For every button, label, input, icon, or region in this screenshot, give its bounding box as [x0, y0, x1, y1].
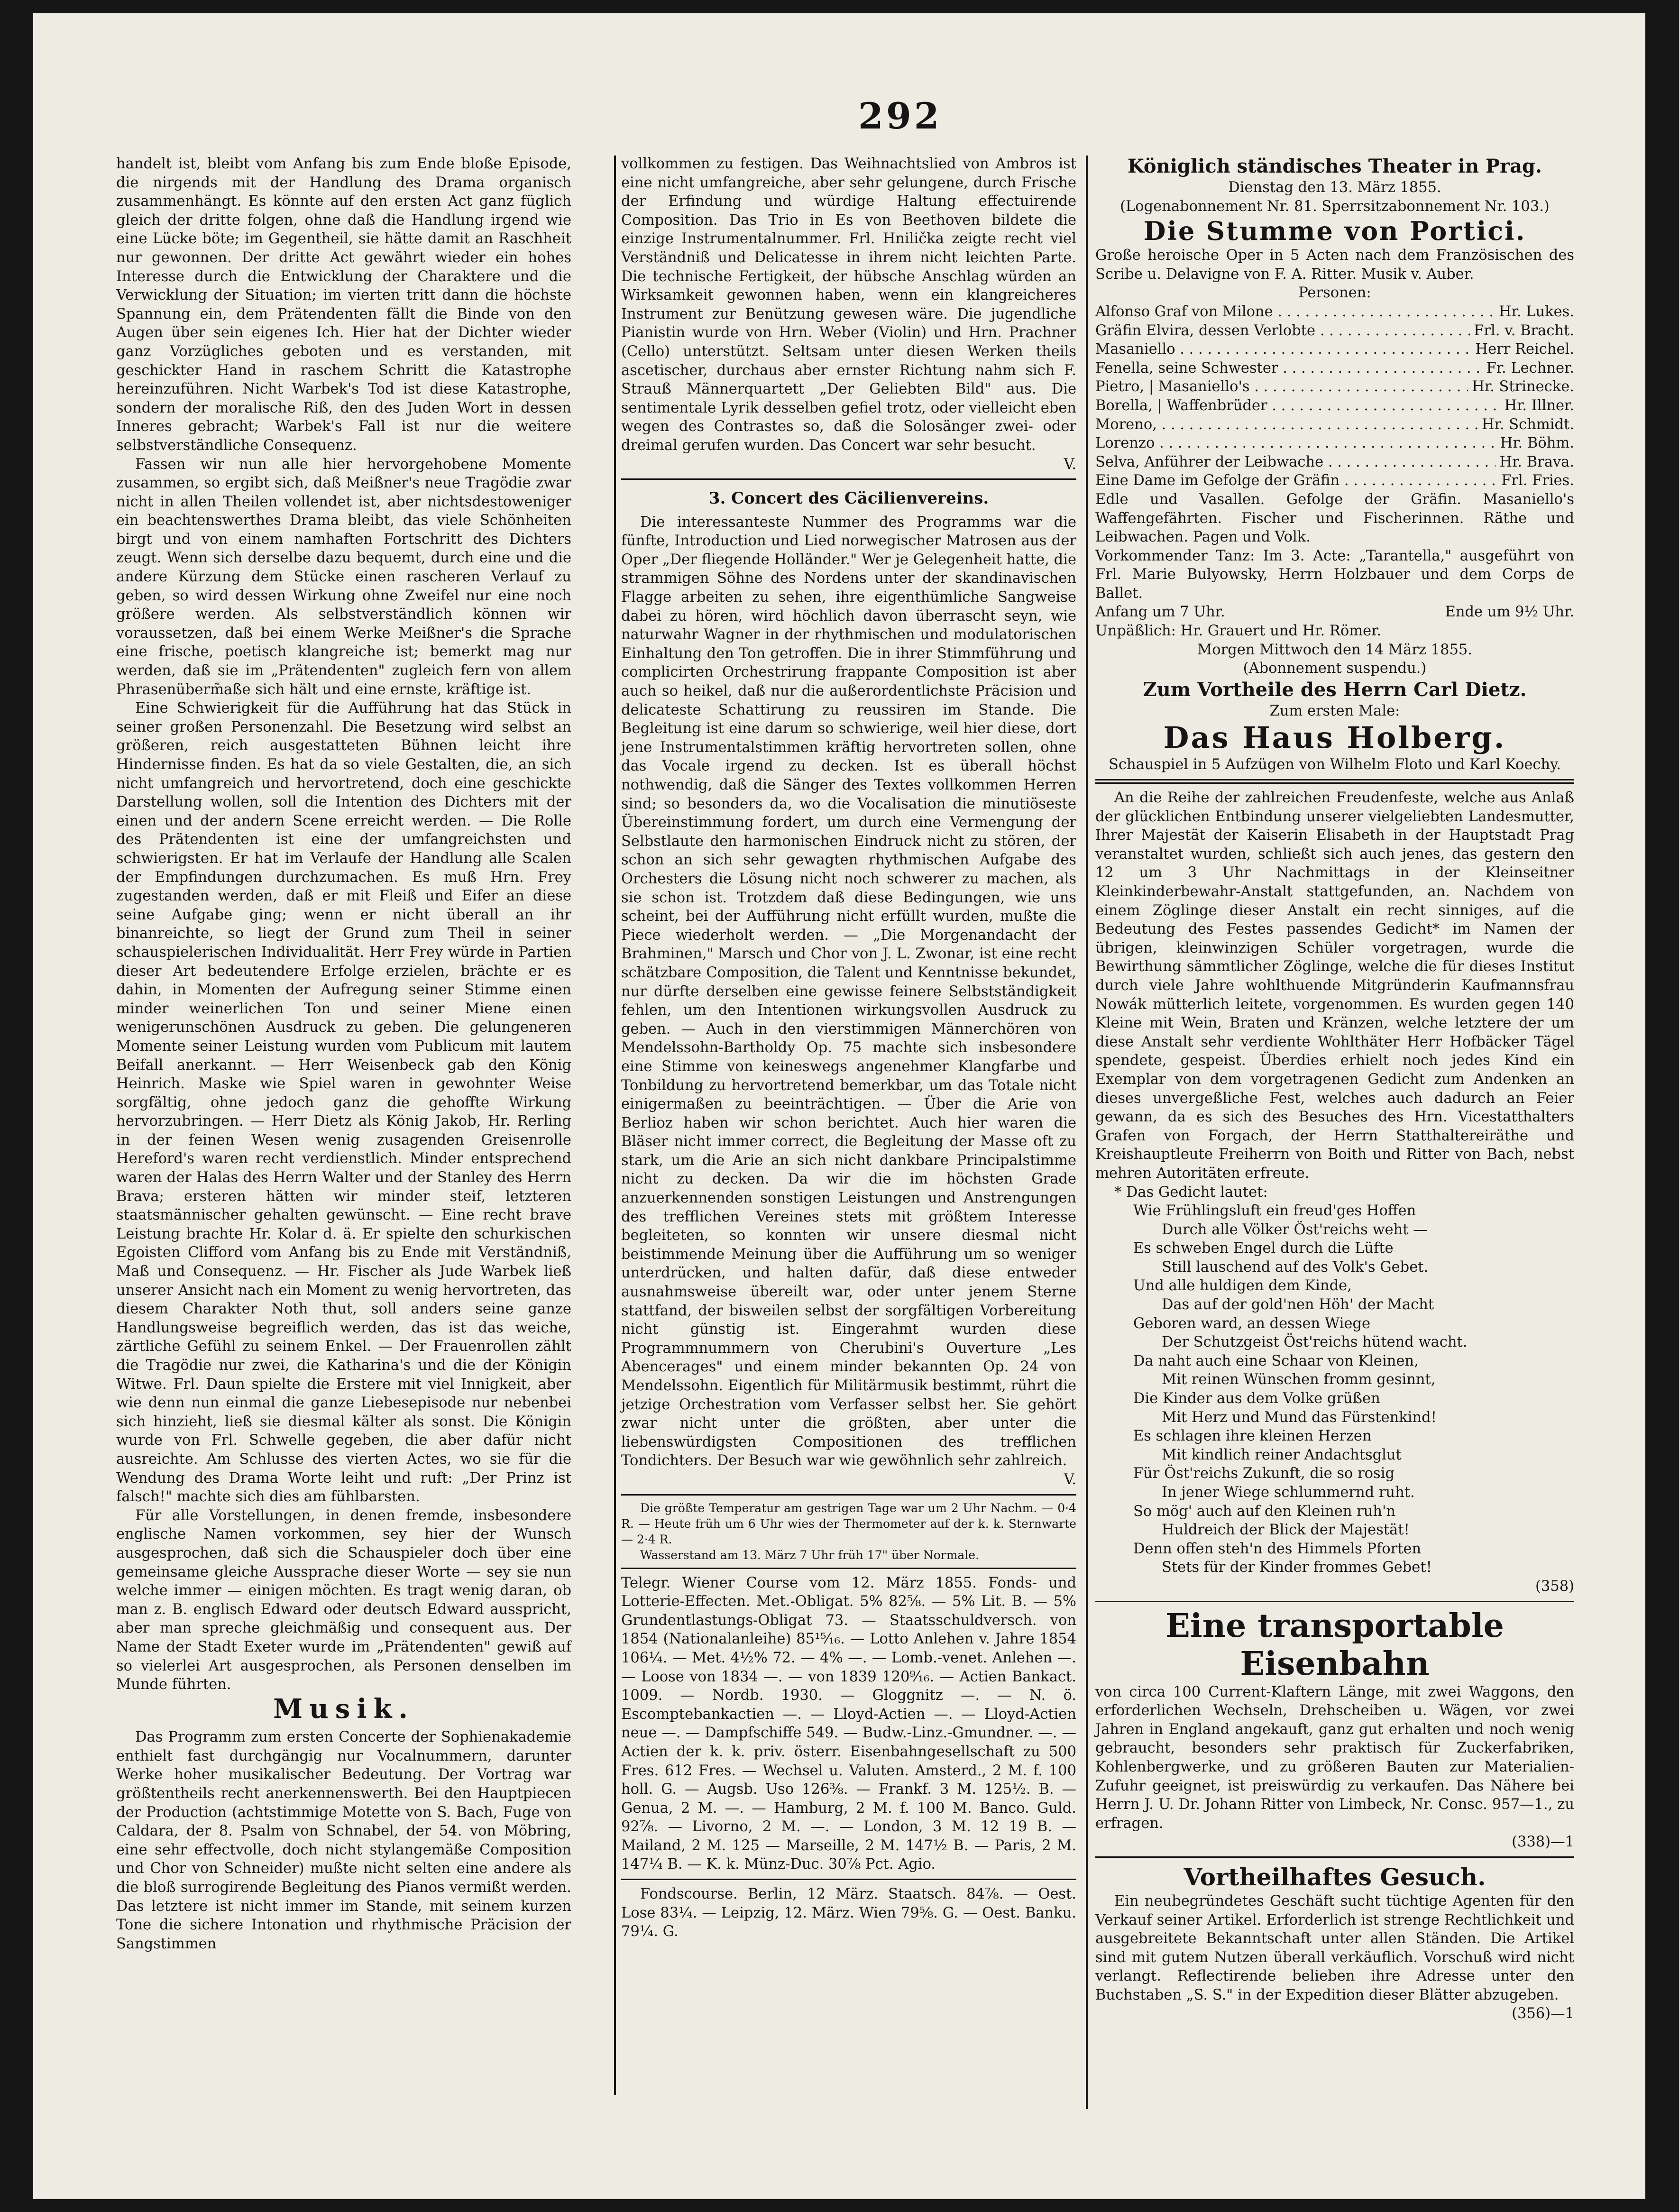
poem-line: Geboren ward, an dessen Wiege: [1133, 1315, 1371, 1332]
role-actor: Herr Reichel.: [1475, 341, 1574, 358]
persons-heading: Personen:: [1298, 285, 1371, 302]
ensemble-note: Edle und Vasallen. Gefolge der Gräfin. Masaniello's Waffengefährten. Fischer und Fischerinnen. Räthe und Leibwachen. Pagen und Volk.: [1095, 491, 1574, 546]
poem-line: So mög' auch auf den Kleinen ruh'n: [1133, 1503, 1396, 1520]
article-paragraph: Für alle Vorstellungen, in denen fremde, insbesondere englische Namen vorkommen, sey hier der Wunsch ausgesprochen, daß sich die Schauspieler doch über eine gemeinsame gleiche Aussprache dieser Worte — sey sie nun welche immer — einigen möchten. Es tragt wenig daran, ob man z. B. englisch Edward oder deutsch Edward ausspricht, aber man spreche gleichmäßig und consequent aus. Der Name der Stadt Exeter wurde im „Prätendenten" gewiß auf so vielerlei Art ausgesprochen, als Personen denselben im Munde führten.: [116, 1507, 571, 1693]
article-paragraph: vollkommen zu festigen. Das Weihnachtslied von Ambros ist eine nicht umfangreiche, aber sehr gelungene, durch Frische der Erfindung und würdige Haltung effectuirende Composition. Das Trio in Es von Beethoven bildete die einzige Instrumentalnummer. Frl. Hnilička zeigte recht viel Verständniß und Delicatesse in ihrem nicht leichten Parte. Die technische Fertigkeit, der hübsche Anschlag würden an Wirksamkeit gewonnen haben, wenn ein klangreicheres Instrument zur Benützung gewesen wäre. Die jugendliche Pianistin wurde von Hrn. Weber (Violin) und Hrn. Prachner (Cello) unterstützt. Seltsam unter diesen Werken theils ascetischer, durchaus aber ernster Richtung nahm sich F. Strauß Männerquartett „Der Geliebten Bild" aus. Die sentimentale Lyrik desselben gefiel trotz, oder vielleicht eben wegen des Contrastes so, daß die Solosänger zwei- oder dreimal gerufen wurden. Das Concert war sehr besucht.: [621, 156, 1076, 454]
newspaper-page: [33, 13, 1645, 2199]
role-actor: Hr. Brava.: [1499, 453, 1574, 470]
performance-date: Dienstag den 13. März 1855.: [1228, 179, 1441, 196]
poem: [1095, 1202, 1574, 1577]
cast-row: [1095, 471, 1574, 490]
role-name: Masaniello . . .: [1095, 340, 1472, 359]
start-time: Anfang um 7 Uhr.: [1095, 604, 1225, 621]
divider: [1095, 779, 1574, 784]
role-actor: Hr. Schmidt.: [1482, 416, 1574, 433]
suspended-note: (Abonnement suspendu.): [1243, 660, 1427, 677]
agent-ad-text: Ein neubegründetes Geschäft sucht tüchtige Agenten für den Verkauf seiner Artikel. Erforderlich ist strenge Rechtlichkeit und ausgebreitete Bekanntschaft unter allen Ständen. Die Artikel sind mit gutem Nutzen überall verkäuflich. Vorschuß wird nicht verlangt. Reflectirende belieben ihre Adresse unter den Buchstaben „S. S." in der Expedition dieser Blätter abzugeben.: [1095, 1892, 1574, 2003]
poem-line: Es schweben Engel durch die Lüfte: [1133, 1240, 1394, 1257]
cast-row: [1095, 340, 1574, 359]
poem-line: Für Öst'reichs Zukunft, die so rosig: [1133, 1465, 1395, 1482]
poem-line: Denn offen steh'n des Himmels Pforten: [1133, 1540, 1422, 1557]
first-time-note: Zum ersten Male:: [1269, 702, 1400, 719]
notice-number: (358): [1535, 1578, 1574, 1595]
poem-line: Es schlagen ihre kleinen Herzen: [1133, 1428, 1372, 1445]
role-actor: Fr. Lechner.: [1486, 359, 1574, 376]
agent-ad-number: (356)—1: [1512, 2005, 1574, 2022]
column-1: [116, 155, 571, 1953]
poem-intro: * Das Gedicht lautet:: [1114, 1184, 1268, 1201]
weather-report: Die größte Temperatur am gestrigen Tage war um 2 Uhr Nachm. — 0·4 R. — Heute früh um 6 Uhr wies der Thermometer auf der k. k. Sternwarte — 2·4 R.: [621, 1501, 1076, 1546]
unwell-note: Unpäßlich: Hr. Grauert und Hr. Römer.: [1095, 623, 1382, 640]
theater-title: Königlich ständisches Theater in Prag.: [1128, 155, 1542, 177]
poem-line: Mit Herz und Mund das Fürstenkind!: [1162, 1409, 1437, 1426]
poem-line: Da naht auch eine Schaar von Kleinen,: [1133, 1352, 1419, 1369]
cast-row: [1095, 303, 1574, 321]
water-level: Wasserstand am 13. März 7 Uhr früh 17" über Normale.: [640, 1548, 980, 1562]
role-name: Alfonso Graf von Milone . . .: [1095, 303, 1495, 321]
railway-ad-text: von circa 100 Current-Klaftern Länge, mit zwei Waggons, den erforderlichen Wechseln, Drehscheiben u. Wägen, vor zwei Jahren in England angekauft, ganz gut erhalten und noch wenig gebraucht, besonders sehr praktisch für Zuckerfabriken, Kohlenbergwerke, und zu größeren Bauten zur Materialien-Zufuhr geeignet, ist preiswürdig zu verkaufen. Das Nähere bei Herrn J. U. Dr. Johann Ritter von Limbeck, Nr. Consc. 957—1., zu erfragen.: [1095, 1683, 1574, 1832]
opera-title: Die Stumme von Portici.: [1143, 216, 1526, 247]
column-3: [1095, 155, 1574, 2023]
article-paragraph: handelt ist, bleibt vom Anfang bis zum Ende bloße Episode, die nirgends mit der Handlung des Drama organisch zusammenhängt. Es könnte auf den ersten Act ganz füglich gleich der dritte folgen, ohne daß die Handlung irgend wie eine Lücke böte; im Gegentheil, sie hätte damit an Raschheit nur gewonnen. Der dritte Act gewährt wieder ein hohes Interesse durch die Entwicklung der Charaktere und die Verwicklung der Situation; im vierten tritt dann die höchste Spannung ein, dem Prätendenten fällt die Binde von den Augen über sein eigenes Ich. Hier hat der Dichter wieder ganz Vorzügliches geboten und es verstanden, mit geschickter Hand in raschem Schritt die Katastrophe hereinzuführen. Nicht Warbek's Tod ist diese Katastrophe, sondern der moralische Riß, den des Juden Wort in dessen Inneres gebracht; Warbek's Fall ist nur die weitere selbstverständliche Consequenz.: [116, 156, 571, 454]
agent-ad-title: Vortheilhaftes Gesuch.: [1184, 1863, 1486, 1891]
divider: [621, 1568, 1076, 1569]
festival-notice: An die Reihe der zahlreichen Freudenfeste, welche aus Anlaß der glücklichen Entbindung unserer vielgeliebten Landesmutter, Ihrer Majestät der Kaiserin Elisabeth in der Hauptstadt Prag veranstaltet wurden, schließt sich auch jenes, das gestern den 12 um 3 Uhr Nachmittags in der Kleinseitner Kleinkinderbewahr-Anstalt stattgefunden, an. Nachdem von einem Zöglinge dieser Anstalt ein recht sinniges, auf die Bedeutung des Festes passendes Gedicht* im Namen der übrigen, kleinwinzigen Schüler vorgetragen, wurde die Bewirthung sämmtlicher Zöglinge, welche die für dieses Institut durch viele Jahre wohlthuende Mitgründerin Kaufmannsfrau Nowák mütterlich leitete, vorgenommen. Es wurden gegen 140 Kleine mit Wein, Braten und Kränzen, welche letztere der um diese Anstalt sehr verdiente Wohlthäter Herr Hofbäcker Tägel spendete, gespeist. Überdies erhielt noch jedes Kind ein Exemplar von dem vorgetragenen Gedicht zum Andenken an dieses unvergeßliche Fest, welches auch dadurch an Feier gewann, da es sich des Besuches des Hrn. Vicestatthalters Grafen von Forgach, der Herrn Statthaltereiräthe und Kreishauptleute Freiherrn von Boith und Ritter von Bach, nebst mehren Autoritäten erfreute.: [1095, 789, 1574, 1182]
role-name: Fenella, seine Schwester . . .: [1095, 359, 1483, 378]
cast-list: [1095, 303, 1574, 490]
poem-line: Mit kindlich reiner Andachtsglut: [1162, 1446, 1402, 1463]
cast-row: [1095, 434, 1574, 453]
role-actor: Hr. Illner.: [1504, 397, 1574, 414]
railway-ad-number: (338)—1: [1512, 1834, 1574, 1851]
cast-row: [1095, 321, 1574, 340]
poem-line: Durch alle Völker Öst'reichs weht —: [1162, 1221, 1428, 1238]
music-heading: Musik.: [273, 1693, 414, 1725]
dance-note: Vorkommender Tanz: Im 3. Acte: „Tarantella," ausgeführt von Frl. Marie Bulyowsky, Herrn Holzbauer und dem Corps de Ballet.: [1095, 547, 1574, 602]
column-rule-right: [1086, 156, 1088, 2109]
poem-line: Mit reinen Wünschen fromm gesinnt,: [1162, 1371, 1436, 1388]
poem-line: Und alle huldigen dem Kinde,: [1133, 1277, 1352, 1294]
divider: [621, 1879, 1076, 1880]
benefit-heading: Zum Vortheile des Herrn Carl Dietz.: [1143, 678, 1527, 701]
article-paragraph: Fassen wir nun alle hier hervorgehobene Momente zusammen, so ergibt sich, daß Meißner's neue Tragödie zwar nicht in allen Theilen vollendet ist, aber nichtsdestoweniger ein beachtenswerthes Drama bleibt, das viele Schönheiten birgt und von einem namhaften Fortschritt des Dichters zeugt. Wenn sich derselbe dazu bequemt, durch eine und die andere Kürzung dem Stücke einen rascheren Verlauf zu geben, so wird dessen Wirkung ohne Zweifel nur eine noch größere werden. Als selbstverständlich können wir voraussetzen, daß bei einem Werke Meißner's die Sprache eine frische, poetisch klangreiche ist; bemerkt mag nur werden, daß sie im „Prätendenten" zugleich fern von allem Phrasenüberm̃aße sich hält und eine ernste, kräftige ist.: [116, 456, 571, 698]
times-row: [1095, 603, 1574, 622]
cast-row: [1095, 415, 1574, 434]
column-rule-left: [614, 156, 616, 2095]
concert-heading: 3. Concert des Cäcilienvereins.: [708, 489, 989, 508]
divider: [1095, 1856, 1574, 1858]
poem-line: Wie Frühlingsluft ein freud'ges Hoffen: [1133, 1202, 1416, 1220]
role-name: Gräfin Elvira, dessen Verlobte . . .: [1095, 321, 1470, 340]
bourse-report: Telegr. Wiener Course vom 12. März 1855. Fonds- und Lotterie-Effecten. Met.-Obligat. 5% 82⅝. — 5% Lit. B. — 5% Grundentlastungs-Obligat 73. — Staatsschuldversch. von 1854 (Nationalanleihe) 85¹⁵⁄₁₆. — Lotto Anlehen v. Jahre 1854 106¼. — Met. 4½% 72. — 4% —. — Lomb.-venet. Anlehen —. — Loose von 1834 —. — von 1839 120⁹⁄₁₆. — Actien Bankact. 1009. — Nordb. 1930. — Gloggnitz —. — N. ö. Escomptebankactien —. — Lloyd-Actien —. — Lloyd-Actien neue —. — Dampfschiffe 549. — Budw.-Linz.-Gmundner. —. — Actien der k. k. priv. österr. Eisenbahngesellschaft zu 500 Fres. 612 Fres. — Wechsel u. Valuten. Amsterd., 2 M. f. 100 holl. G. — Augsb. Uso 126⅜. — Frankf. 3 M. 125½. B. — Genua, 2 M. —. — Hamburg, 2 M. f. 100 M. Banco. Guld. 92⅞. — Livorno, 2 M. —. — London, 3 M. 12 19 B. — Mailand, 2 M. 125 — Marseille, 2 M. 147½ B. — Paris, 2 M. 147¼ B. — K. k. Münz-Duc. 30⅞ Pct. Agio.: [621, 1574, 1076, 1873]
cast-row: [1095, 396, 1574, 415]
role-actor: Frl. Fries.: [1501, 472, 1574, 489]
opera-description: Große heroische Oper in 5 Acten nach dem Französischen des Scribe u. Delavigne von F. A. Ritter. Musik v. Auber.: [1095, 247, 1574, 283]
author-signature: V.: [1064, 1471, 1076, 1488]
cast-row: [1095, 359, 1574, 378]
end-time: Ende um 9½ Uhr.: [1445, 604, 1574, 621]
fonds-report: Fondscourse. Berlin, 12 März. Staatsch. 84⅞. — Oest. Lose 83¼. — Leipzig, 12. März. Wien 79⅝. G. — Oest. Banku. 79¼. G.: [621, 1886, 1076, 1940]
role-actor: Frl. v. Bracht.: [1474, 322, 1574, 339]
role-name: Selva, Anführer der Leibwache . . .: [1095, 453, 1496, 472]
role-name: Pietro, | Masaniello's . . .: [1095, 377, 1468, 396]
role-name: Lorenzo . . .: [1095, 434, 1496, 453]
article-paragraph: Das Programm zum ersten Concerte der Sophienakademie enthielt fast durchgängig nur Vocalnummern, darunter Werke hoher musikalischer Bedeutung. Der Vortrag war größtentheils recht anerkennenswerth. Bei den Hauptpiecen der Production (achtstimmige Motette von S. Bach, Fuge von Caldara, der 8. Psalm von Schnabel, der 54. von Möbring, eine sehr effectvolle, doch nicht stylangemäße Composition und Chor von Schneider) mußte nicht selten eine andere als die bloß surrogirende Begleitung des Pianos vermißt werden. Das letztere ist nicht immer im Stande, mit seinem kurzen Tone die sichere Intonation und rhythmische Präcision der Sangstimmen: [116, 1729, 571, 1952]
role-name: Borella, | Waffenbrüder . . .: [1095, 396, 1501, 415]
poem-line: Das auf der gold'nen Höh' der Macht: [1162, 1296, 1434, 1313]
cast-row: [1095, 377, 1574, 396]
poem-line: In jener Wiege schlummernd ruht.: [1162, 1484, 1415, 1501]
role-name: Moreno, . . .: [1095, 415, 1478, 434]
divider: [1095, 1601, 1574, 1602]
poem-line: Stets für der Kinder frommes Gebet!: [1162, 1559, 1432, 1576]
play-title: Das Haus Holberg.: [1163, 720, 1506, 755]
divider: [621, 1494, 1076, 1496]
role-actor: Hr. Strinecke.: [1472, 378, 1574, 395]
poem-line: Der Schutzgeist Öst'reichs hütend wacht.: [1162, 1334, 1468, 1351]
column-2: [621, 155, 1076, 1941]
divider: [621, 478, 1076, 480]
next-date: Morgen Mittwoch den 14 März 1855.: [1197, 641, 1472, 658]
cast-row: [1095, 453, 1574, 472]
role-actor: Hr. Böhm.: [1500, 435, 1574, 452]
page-number: 292: [858, 95, 942, 137]
poem-line: Huldreich der Blick der Majestät!: [1162, 1522, 1410, 1539]
railway-ad-title: Eine transportable Eisenbahn: [1165, 1606, 1504, 1683]
abonnement-note: (Logenabonnement Nr. 81. Sperrsitzabonnement Nr. 103.): [1120, 198, 1550, 215]
role-name: Eine Dame im Gefolge der Gräfin . . .: [1095, 471, 1497, 490]
role-actor: Hr. Lukes.: [1499, 303, 1574, 320]
play-description: Schauspiel in 5 Aufzügen von Wilhelm Floto und Karl Koechy.: [1108, 756, 1561, 773]
article-paragraph: Eine Schwierigkeit für die Aufführung hat das Stück in seiner großen Personenzahl. Die Besetzung wird selbst an größeren, reich ausgestatteten Bühnen leicht ihre Hindernisse finden. Es hat da so viele Gestalten, die, an sich nicht umfangreich und hervortretend, doch eine geschickte Darstellung wollen, soll die Intention des Dichters mit der einen und der andern Scene erreicht werden. — Die Rolle des Prätendenten ist eine der umfangreichsten und schwierigsten. Er hat im Verlaufe der Handlung alle Scalen der Empfindungen durchzumachen. Es muß Hrn. Frey zugestanden werden, daß er mit Fleiß und Eifer an diese seine Aufgabe ging; wenn er nicht überall an ihr binanreichte, so liegt der Grund zum Theil in seiner schauspielerischen Individualität. Herr Frey würde in Partien dieser Art bedeutendere Erfolge erzielen, brächte er es dahin, in Momenten der Aufregung seiner Stimme einen minder weinerlichen Ton und seiner Miene einen wenigerunschönen Ausdruck zu geben. Die gelungeneren Momente seiner Leistung wurden vom Publicum mit lautem Beifall anerkannt. — Herr Weisenbeck gab den König Heinrich. Maske wie Spiel waren in gewohnter Weise sorgfältig, ohne jedoch ganz die gehoffte Wirkung hervorzubringen. — Herr Dietz als König Jakob, Hr. Rerling in der feinen Wesen wenig zusagenden Greisenrolle Hereford's waren recht verdienstlich. Minder entsprechend waren der Halas des Herrn Walter und der Stanley des Herrn Brava; ersteren hätten wir minder steif, letzteren staatsmännischer gehalten gewünscht. — Eine recht brave Leistung brachte Hr. Kolar d. ä. Er spielte den schurkischen Egoisten Clifford vom Anfang bis zu Ende mit Verständniß, Maß und Consequenz. — Hr. Fischer als Jude Warbek ließ unserer Ansicht nach ein Moment zu wenig hervortreten, das diesem Charakter Noth thut, soll anders seine ganze Handlungsweise begreiflich werden, das ist das weiche, zärtliche Gefühl zu seinem Enkel. — Der Frauenrollen zählt die Tragödie nur zwei, die Katharina's und die der Königin Witwe. Frl. Daun spielte die Erstere mit viel Innigkeit, aber wie denn nun einmal die ganze Liebesepisode nur nebenbei sich hinzieht, ließ sie diesmal kälter als sonst. Die Königin wurde von Frl. Schwelle gegeben, die aber dafür nicht ausreichte. Am Schlusse des vierten Actes, wo sie für die Wendung des Drama Worte leiht und ruft: „Der Prinz ist falsch!" machte sich dies am fühlbarsten.: [116, 700, 571, 1505]
poem-line: Still lauschend auf des Volk's Gebet.: [1162, 1258, 1429, 1276]
article-paragraph: Die interessanteste Nummer des Programms war die fünfte, Introduction und Lied norwegischer Matrosen aus der Oper „Der fliegende Holländer." Wer je Gelegenheit hatte, die strammigen Söhne des Nordens unter der skandinavischen Flagge arbeiten zu sehen, ihre eigenthümliche Sangweise dabei zu hören, wird höchlich davon überrascht seyn, wie naturwahr Wagner in der rhythmischen und modulatorischen Einhaltung den Ton getroffen. Die in ihrer Stimmführung und complicirten Orchestrirung frappante Composition ist aber auch so heikel, daß nur die außerordentlichste Präcision und delicateste Schattirung zu reussiren im Stande. Die Begleitung ist eine darum so schwierige, weil hier diese, dort jene Instrumentalstimmen kräftig hervortreten sollen, ohne das Vocale irgend zu decken. Ist es überall höchst nothwendig, daß die Sänger des Textes vollkommen Herren sind; so besonders da, wo die Vocalisation die minutiöseste Übereinstimmung fordert, um durch eine Vermengung der Selbstlaute den harmonischen Eindruck nicht zu stören, der schon an sich sehr gewagten rhythmischen Aufgabe des Orchesters die Lösung nicht noch schwerer zu machen, als sie schon ist. Trotzdem daß diese Bedingungen, wie uns scheint, bei der Aufführung nicht erfüllt wurden, mußte die Piece wiederholt werden. — „Die Morgenandacht der Brahminen," Marsch und Chor von J. L. Zwonar, ist eine recht schätzbare Composition, die Talent und Kenntnisse bekundet, nur dürfte derselben eine gewisse feinere Selbstständigkeit fehlen, um den Intentionen wirkungsvollen Ausdruck zu geben. — Auch in den vierstimmigen Männerchören von Mendelssohn-Bartholdy Op. 75 machte sich insbesondere eine Stimme von keineswegs angenehmer Klangfarbe und Tonbildung zu hervortretend bemerkbar, um das Totale nicht einigermaßen zu beeinträchtigen. — Über die Arie von Berlioz haben wir schon berichtet. Auch hier waren die Bläser nicht immer correct, die Begleitung der Masse oft zu stark, um die Arie an sich nicht dankbare Principalstimme nicht zu decken. Da wir die im höchsten Grade anzuerkennenden sonstigen Leistungen und Anstrengungen des trefflichen Vereines stets mit größtem Interesse begleiteten, so konnten wir unsere diesmal nicht beistimmende Meinung über die Aufführung um so weniger unterdrücken, und halten dafür, daß diese entweder ausnahmsweise übereilt war, oder unter jenem Sterne stattfand, der bisweilen selbst der sorgfältigen Vorbereitung nicht günstig ist. Eingerahmt wurden diese Programmnummern von Cherubini's Ouverture „Les Abencerages" und einem minder bekannten Op. 24 von Mendelssohn. Eigentlich für Militärmusik bestimmt, rührt die jetzige Orchestration vom Verfasser selbst her. Sie gehört zwar nicht unter die größten, aber unter die liebenswürdigsten Compositionen des trefflichen Tondichters. Der Besuch war wie gewöhnlich sehr zahlreich.: [621, 514, 1076, 1469]
author-signature: V.: [1064, 456, 1076, 473]
poem-line: Die Kinder aus dem Volke grüßen: [1133, 1390, 1380, 1407]
